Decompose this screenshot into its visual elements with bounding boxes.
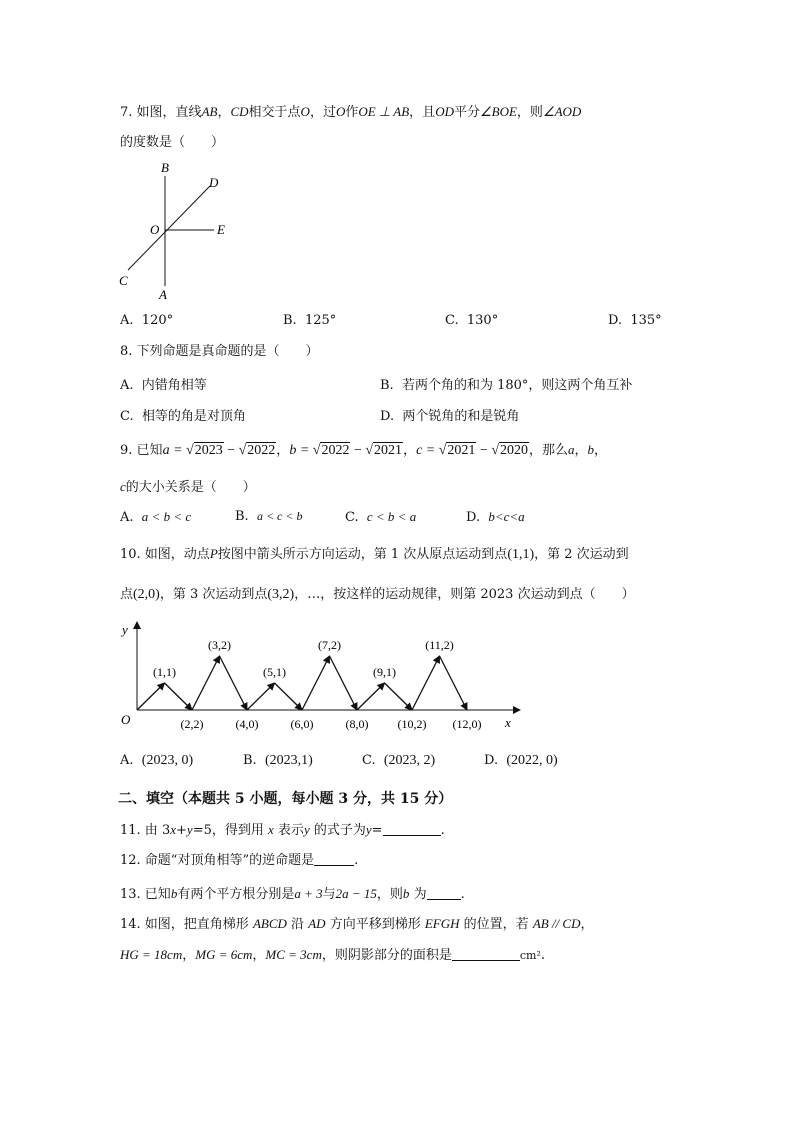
q14-end: .: [540, 948, 546, 963]
q9-minus-1: −: [227, 443, 236, 458]
q11-var-y: y: [186, 822, 193, 837]
q10-text-c: ，第 2 次运动到: [534, 547, 629, 562]
move-segment-2: [165, 683, 193, 710]
move-segment-9: [357, 683, 385, 710]
label-o: O: [150, 222, 160, 237]
q9-minus-2: −: [353, 443, 362, 458]
q10-point-2: (2,0): [133, 587, 160, 602]
q10-option-d-letter: D.: [484, 753, 499, 768]
q14-mc: MC = 3cm: [265, 947, 322, 962]
q8-option-d[interactable]: [380, 405, 519, 424]
q10-option-b-letter: B.: [243, 753, 257, 768]
section-2-title: 二、填空（本题共 5 小题，每小题 3 分，共 15 分）: [118, 791, 453, 807]
q7-figure: [110, 160, 250, 305]
q9-stem-line1: 9. 已知a = √2023 − √2022，b = √2022 − √2021，c = √2021 − √2020，那么a，b，: [120, 442, 608, 458]
q9-b-eq: b =: [289, 443, 310, 458]
q9-tail: ，那么: [529, 443, 569, 458]
q7-text-f: 平分: [453, 105, 480, 120]
q9-sqrt-3: 2022: [321, 443, 350, 458]
q10-text-f: ，…，按这样的运动规律，则第 2023 次运动到点（ ）: [294, 587, 635, 602]
q7-text-e: ，且: [409, 105, 436, 120]
q9-expr-a: a = √2023 − √2022: [162, 443, 276, 458]
label-e: E: [217, 222, 225, 237]
q13-text-c: 有两个平方根分别是: [177, 887, 295, 902]
q14-stem-line2: [120, 946, 545, 965]
point-o: O: [300, 104, 310, 119]
q7-text-c: ，过: [309, 105, 336, 120]
point-label-10: (10,2): [397, 717, 427, 731]
label-d: D: [209, 175, 219, 190]
q13-var-b2: b: [402, 886, 410, 901]
q7-option-d-text: 135°: [630, 313, 662, 328]
q10-option-d-text: (2022, 0): [506, 753, 558, 768]
oe-perp-ab: OE ⊥ AB: [358, 104, 410, 119]
q7-text-g: ，则: [516, 105, 543, 120]
q14-comma-1: ，: [580, 917, 594, 932]
q11-equals: =: [371, 823, 383, 838]
q14-stem-line1: [120, 915, 594, 934]
q11-var-y2: y: [303, 822, 310, 837]
move-segment-4: [220, 656, 248, 710]
move-segment-11: [412, 656, 440, 710]
q9-option-b-letter: B.: [235, 509, 249, 524]
move-segment-8: [330, 656, 358, 710]
q10-option-a-letter: A.: [120, 753, 134, 768]
q14-answer-blank[interactable]: [452, 948, 520, 961]
q9-var-a: a: [568, 442, 575, 457]
y-axis-label: y: [122, 622, 128, 637]
point-label-6: (6,0): [290, 717, 314, 731]
angle-aod: ∠AOD: [542, 104, 582, 119]
q10-option-a[interactable]: [120, 753, 193, 769]
q13-text-d: 与: [322, 887, 336, 902]
q12-text: 12. 命题“对顶角相等”的逆命题是: [120, 853, 315, 868]
q9-var-b: b: [587, 442, 595, 457]
label-b: B: [161, 160, 169, 175]
q9-option-a-letter: A.: [120, 510, 134, 525]
q8-option-d-letter: D.: [380, 409, 395, 424]
q9-known: 已知: [136, 443, 163, 458]
q9-sqrt-1: 2023: [194, 443, 223, 458]
q8-option-c-letter: C.: [120, 409, 134, 424]
q7-option-b-text: 125°: [304, 313, 337, 328]
q11-stem: [120, 821, 445, 840]
point-label-8: (8,0): [345, 717, 369, 731]
line-cd-seg: [128, 186, 210, 270]
q9-var-c: c: [120, 479, 126, 494]
q9-option-c-letter: C.: [345, 510, 359, 525]
q13-stem: [120, 885, 465, 904]
q11-text-a: 11. 由 3: [120, 823, 171, 838]
q9-stem-line2: [120, 478, 256, 497]
q8-option-b-letter: B.: [380, 378, 394, 393]
line-ab: AB: [201, 104, 218, 119]
q8-option-c[interactable]: [120, 405, 246, 424]
q13-var-b: b: [170, 886, 178, 901]
q14-comma-2: ，: [182, 948, 196, 963]
q14-comma-3: ，: [252, 948, 266, 963]
q7-option-a-text: 120°: [141, 313, 174, 328]
q10-option-a-text: (2023, 0): [141, 753, 194, 768]
q10-option-c[interactable]: [362, 753, 435, 769]
q9-option-c-text: c < b < a: [366, 509, 417, 524]
q9-minus-3: −: [479, 443, 488, 458]
q9-expr-b: b = √2022 − √2021: [289, 443, 403, 458]
q7-option-c-text: 130°: [466, 313, 499, 328]
q7-text-d: 作: [345, 105, 359, 120]
q9-option-a-text: a < b < c: [141, 509, 192, 524]
q9-option-b[interactable]: [235, 509, 302, 524]
q8-option-c-text: 相等的角是对顶角: [141, 409, 246, 424]
q14-abcd: ABCD: [252, 916, 287, 931]
point-label-4: (4,0): [235, 717, 259, 731]
q9-line2-text: 的大小关系是（ ）: [125, 480, 256, 495]
q11-text-c: =5，得到用: [192, 823, 264, 838]
q9-sqrt-5: 2021: [447, 443, 476, 458]
point-label-5: (5,1): [263, 665, 286, 679]
q10-path-group: [137, 656, 467, 710]
q7-option-c[interactable]: [445, 313, 498, 328]
point-label-2: (2,2): [180, 717, 204, 731]
point-o2: O: [335, 104, 346, 119]
q13-expr-2: 2a − 15: [335, 886, 377, 901]
q14-hg: HG = 18cm: [120, 947, 183, 962]
q14-text-a: 14. 如图，把直角梯形: [120, 917, 249, 932]
q10-point-3: (3,2): [267, 587, 295, 602]
q10-stem-line1: [120, 545, 629, 564]
point-label-9: (9,1): [373, 665, 396, 679]
q9-sqrt-4: 2021: [374, 443, 403, 458]
q10-point-1: (1,1): [507, 547, 535, 562]
q12-answer-blank[interactable]: [314, 853, 354, 866]
q9-sqrt-6: 2020: [500, 443, 529, 458]
q14-mg: MG = 6cm: [195, 947, 253, 962]
q9-number: 9.: [120, 443, 133, 458]
q7-option-d[interactable]: [608, 313, 662, 328]
q7-option-b[interactable]: [283, 313, 336, 328]
q14-efgh: EFGH: [424, 916, 460, 931]
q10-option-c-letter: C.: [362, 753, 376, 768]
q10-label-group: [153, 638, 482, 731]
q11-plus: +: [176, 823, 187, 838]
q12-stem: [120, 852, 358, 870]
move-segment-1: [137, 683, 165, 710]
move-segment-5: [247, 683, 275, 710]
ray-od: OD: [435, 104, 454, 119]
point-label-12: (12,0): [452, 717, 482, 731]
q13-text-e: ，则: [376, 887, 403, 902]
q8-option-a[interactable]: [120, 374, 207, 393]
move-segment-10: [385, 683, 413, 710]
move-segment-7: [302, 656, 330, 710]
q11-text-d: 表示: [277, 823, 304, 838]
q14-text-d: 的位置，若: [463, 917, 529, 932]
q7-option-c-letter: C.: [445, 313, 459, 328]
q11-end: .: [440, 823, 445, 838]
move-segment-6: [275, 683, 303, 710]
q14-text-b: 沿: [291, 917, 305, 932]
q13-text-f: 为: [413, 887, 427, 902]
q10-point-p: P: [209, 546, 218, 561]
q9-c-eq: c =: [416, 443, 436, 458]
q11-answer-blank[interactable]: [383, 823, 441, 836]
q10-text-d: 点: [120, 587, 134, 602]
q10-option-b[interactable]: [243, 753, 313, 769]
q10-option-c-text: (2023, 2): [383, 753, 436, 768]
q8-option-b[interactable]: [380, 374, 632, 393]
q12-end: .: [354, 853, 359, 868]
q11-var-x: x: [170, 822, 176, 837]
label-a: A: [159, 287, 167, 302]
q10-figure: [115, 618, 535, 738]
q7-text-a: 如图，直线: [136, 105, 202, 120]
q9-option-d-letter: D.: [466, 510, 481, 525]
q11-var-x2: x: [268, 822, 274, 837]
q7-option-d-letter: D.: [608, 313, 623, 328]
q14-ab-parallel-cd: AB // CD: [532, 916, 581, 931]
q10-text-b: 按图中箭头所示方向运动，第 1 次从原点运动到点: [217, 547, 508, 562]
q9-option-b-text: a < c < b: [256, 509, 303, 523]
q11-text-e: 的式子为: [313, 823, 366, 838]
q7-option-a-letter: A.: [120, 313, 134, 328]
q7-stem-line1: [120, 103, 581, 122]
q8-option-b-text: 若两个角的和为 180°，则这两个角互补: [401, 378, 633, 393]
q9-option-d-text: b<c<a: [488, 509, 525, 524]
q8-option-a-text: 内错角相等: [141, 378, 207, 393]
q10-text-a: 10. 如图，动点: [120, 547, 210, 562]
q14-text-h: ，则阴影部分的面积是: [321, 948, 452, 963]
q9-option-d[interactable]: [466, 509, 525, 525]
q13-text-a: 13. 已知: [120, 887, 171, 902]
q9-a-eq: a =: [162, 443, 183, 458]
move-segment-12: [440, 656, 468, 710]
line-cd: CD: [230, 104, 249, 119]
q9-sqrt-2: 2022: [247, 443, 276, 458]
q13-expr-1: a + 3: [294, 886, 323, 901]
q10-stem-line2: [120, 586, 635, 604]
q10-text-e: ，第 3 次运动到点: [159, 587, 268, 602]
x-axis-label: x: [505, 715, 511, 730]
point-label-1: (1,1): [153, 665, 176, 679]
point-label-7: (7,2): [318, 638, 341, 652]
move-segment-3: [192, 656, 220, 710]
q7-comma: ，: [217, 105, 231, 120]
q13-end: .: [460, 887, 465, 902]
q13-answer-blank[interactable]: [427, 887, 461, 900]
q14-text-c: 方向平移到梯形: [329, 917, 421, 932]
q9-expr-c: c = √2021 − √2020: [416, 443, 529, 458]
label-c: C: [119, 273, 128, 288]
origin-label: O: [121, 712, 131, 727]
q7-stem-line2: 的度数是（ ）: [120, 135, 225, 150]
q11-var-y3: y: [365, 822, 372, 837]
q7-text-b: 相交于点: [248, 105, 301, 120]
q9-option-c[interactable]: [345, 509, 416, 525]
q8-option-a-letter: A.: [120, 378, 134, 393]
q14-unit: cm²: [519, 949, 541, 962]
q7-option-a[interactable]: [120, 313, 173, 328]
point-label-11: (11,2): [425, 638, 454, 652]
q7-option-b-letter: B.: [283, 313, 297, 328]
angle-boe: ∠BOE: [479, 104, 517, 119]
q10-option-d[interactable]: [484, 753, 558, 769]
q10-option-b-text: (2023,1): [264, 753, 313, 768]
q8-option-d-text: 两个锐角的和是锐角: [402, 409, 520, 424]
q7-number: 7.: [120, 105, 133, 120]
q8-stem: 8. 下列命题是真命题的是（ ）: [120, 344, 319, 359]
q9-option-a[interactable]: [120, 509, 191, 525]
q14-ad: AD: [308, 916, 326, 931]
point-label-3: (3,2): [208, 638, 231, 652]
